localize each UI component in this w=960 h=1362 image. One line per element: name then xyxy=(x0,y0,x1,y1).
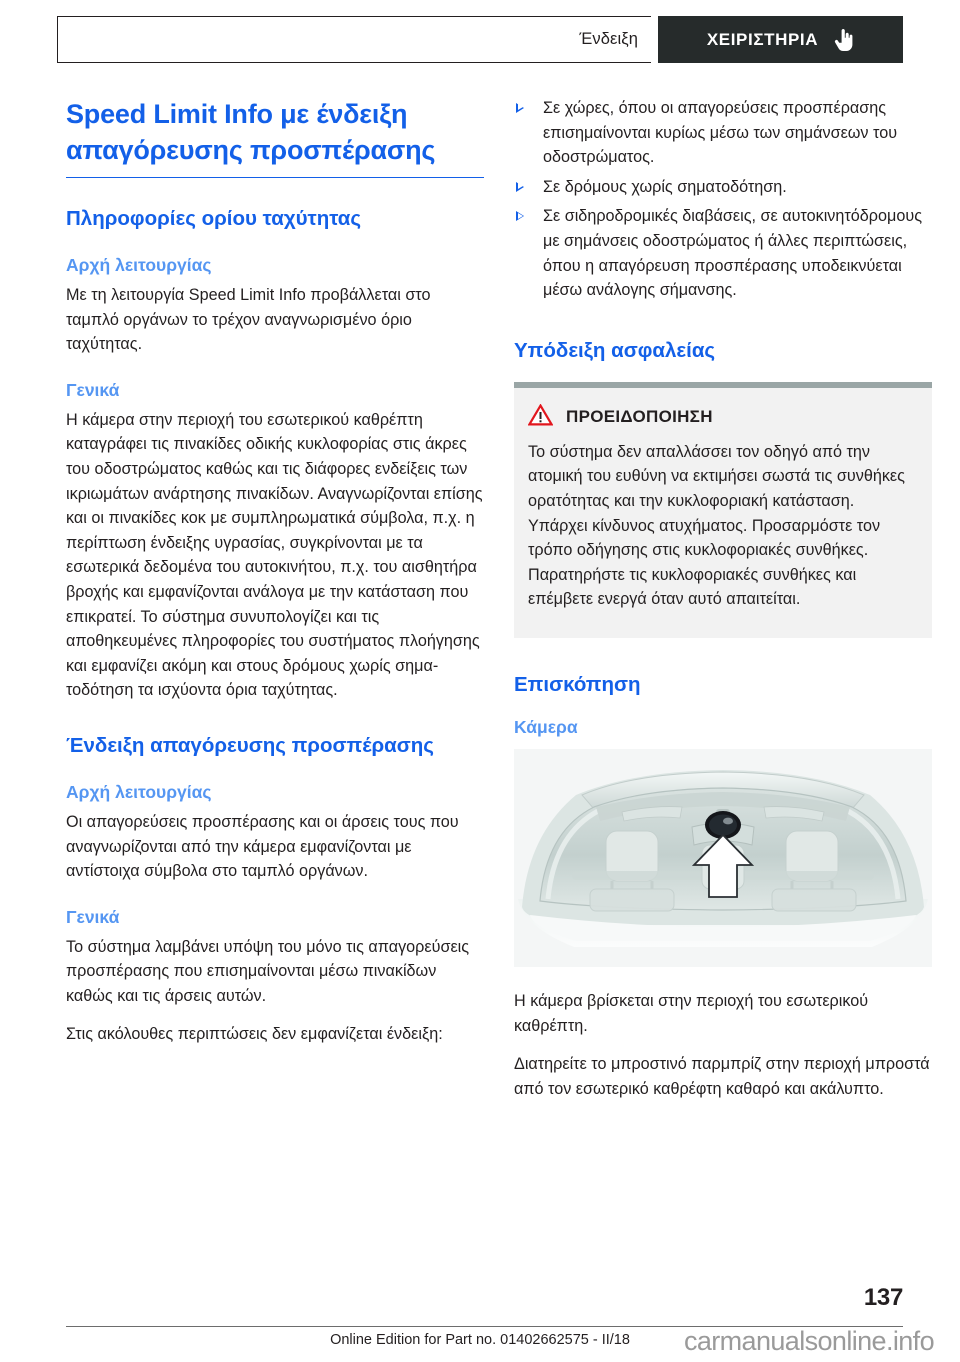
warning-label: ΠΡΟΕΙΔΟΠΟΙΗΣΗ xyxy=(566,407,713,427)
list-item-text: Σε δρόμους χωρίς σηματοδότηση. xyxy=(543,177,787,196)
pointing-hand-icon xyxy=(834,29,854,51)
exception-bullet-list xyxy=(514,96,932,303)
page-title: Speed Limit Info με ένδειξη απαγόρευσης προσπέρασης xyxy=(66,99,436,165)
watermark-text: carmanualsonline.info xyxy=(683,1326,934,1356)
paragraph-principle-1: Με τη λειτουργία Speed Limit Info προβάλλεται στο ταμπλό οργάνων το τρέχον αναγνωρισμένο όριο ταχύτητας. xyxy=(66,286,431,354)
warning-box xyxy=(514,382,932,638)
section-heading-overview: Επισκόπηση xyxy=(514,672,641,696)
subheading-camera: Κάμερα xyxy=(514,716,578,737)
list-item xyxy=(514,96,932,170)
warning-header xyxy=(528,404,914,431)
list-item-text: Σε σιδηροδρομικές διαβάσεις, σε αυτοκινητόδρομους με σημάνσεις οδοστρώματος ή άλλες περιπτώσεις, όπου η απαγόρευση προσπέρασης υποδεικνύεται μέσω ανάλογης σήμανσης. xyxy=(543,207,922,300)
page-footer xyxy=(0,1270,960,1362)
subheading-general-2: Γενικά xyxy=(66,906,120,927)
windshield-camera-illustration xyxy=(514,749,932,967)
list-item xyxy=(514,204,932,302)
section-heading-no-passing-display: Ένδειξη απαγόρευσης προσπέρασης xyxy=(66,733,434,757)
paragraph-keep-windshield-clear: Διατηρείτε το μπροστινό παρμπρίζ στην περιοχή μπροστά από τον εσωτερικό καθρέφτη καθαρό και ακάλυπτο. xyxy=(514,1055,930,1098)
subheading-principle-2: Αρχή λειτουργίας xyxy=(66,781,212,802)
paragraph-general-1: Η κάμερα στην περιοχή του εσωτερικού καθρέπτη καταγράφει τις πινακίδες οδικής κυκλοφορίας στις άκρες του οδοστρώματος καθώς και τις διάφορες ενδείξεις των ικριωμάτων ανάρτησης πινακίδων. Αναγνωρίζονται επίσης και οι πινακίδες κοκ με συμπληρωματικά σύμβολα, π.χ. η περίπτωση ένδειξης υγρασίας, συγκρίνονται με τα εσωτερικά δεδομένα του αυτοκινήτου, π.χ. του αισθητήρα βροχής και εμφανίζονται ανάλογα με την κατάσταση που επικρατεί. Το σύστημα συνυπολογίζει και τις αποθηκευμένες πληροφορίες του συστήματος πλοήγησης και εμφανίζει ακόμη και στους δρόμους χωρίς σηματοδότηση τα ισχύοντα όρια ταχύτητας. xyxy=(66,410,483,700)
footer-edition-text: Online Edition for Part no. 01402662575 - II/18 xyxy=(330,1332,630,1348)
right-column xyxy=(514,96,932,1101)
paragraph-camera-location: Η κάμερα βρίσκεται στην περιοχή του εσωτερικού καθρέπτη. xyxy=(514,991,869,1035)
header-section-label: Ένδειξη xyxy=(579,30,638,48)
warning-text: Το σύστημα δεν απαλλάσσει τον οδηγό από την ατομική του ευθύνη να εκτιμήσει σωστά τις συνθήκες ορατότητας και την κυκλοφοριακή κατάσταση. Υπάρχει κίνδυνος ατυχήματος. Προσαρμόστε τον τρόπο οδήγησης στις κυκλοφοριακές συνθήκες. Παρατηρήστε τις κυκλοφοριακές συνθήκες και επέμβετε ενεργά όταν αυτό απαιτείται. xyxy=(528,442,905,609)
list-item xyxy=(514,175,932,200)
section-heading-speed-limit-info: Πληροφορίες ορίου ταχύτητας xyxy=(66,207,362,230)
triangle-bullet-icon xyxy=(516,103,524,113)
triangle-bullet-icon xyxy=(516,182,524,192)
warning-triangle-icon xyxy=(528,404,553,431)
subheading-principle-1: Αρχή λειτουργίας xyxy=(66,255,212,275)
header-section-tab xyxy=(57,16,651,63)
header-chapter-tab xyxy=(658,16,903,63)
header-chapter-label: ΧΕΙΡΙΣΤΗΡΙΑ xyxy=(706,29,819,49)
left-column xyxy=(66,96,484,1047)
figure-svg xyxy=(514,749,932,967)
subheading-general-1: Γενικά xyxy=(66,379,120,400)
paragraph-general-2b: Στις ακόλουθες περιπτώσεις δεν εμφανίζεται ένδειξη: xyxy=(66,1025,443,1044)
paragraph-general-2a: Το σύστημα λαμβάνει υπόψη του μόνο τις απαγορεύσεις προσπέρασης που επισημαίνονται μέσω πινακίδων καθώς και τις άρσεις αυτών. xyxy=(66,937,470,1005)
page-header xyxy=(57,16,903,63)
list-item-text: Σε χώρες, όπου οι απαγορεύσεις προσπέρασης επισημαίνονται κυρίως μέσω των σημάνσεων του οδοστρώματος. xyxy=(543,99,898,167)
section-heading-safety-note: Υπόδειξη ασφαλείας xyxy=(514,338,716,362)
page-number: 137 xyxy=(863,1284,903,1311)
triangle-bullet-icon xyxy=(516,211,524,221)
paragraph-principle-2: Οι απαγορεύσεις προσπέρασης και οι άρσεις τους που αναγνωρίζονται από την κάμερα εμφανίζονται με αντίστοιχα σύμβολα στο ταμπλό οργάνων. xyxy=(66,812,459,881)
